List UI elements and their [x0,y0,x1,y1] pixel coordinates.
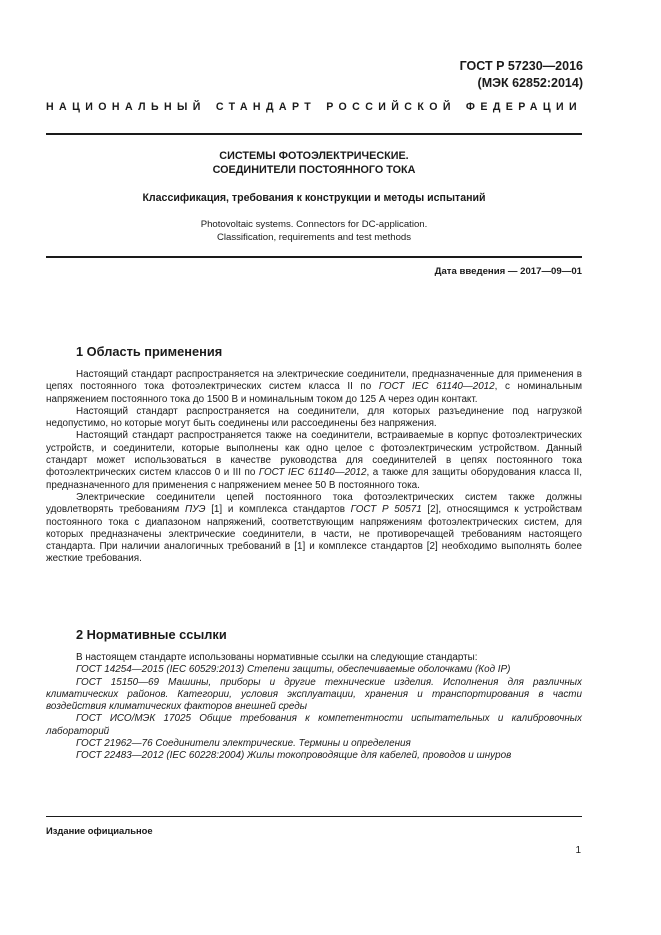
document-subtitle: Классификация, требования к конструкции и методы испытаний [142,192,486,204]
title-line-1: СИСТЕМЫ ФОТОЭЛЕКТРИЧЕСКИЕ. [219,150,409,162]
section-1-paragraph-3: Настоящий стандарт распространяется также на соединители, встраиваемые в корпус фотоэлектрических устройств, и соединители, которые выполнены как одно целое с фотоэлектрическим устройством. Данный стандарт может использоваться в качестве руководства для соединителей в цепях постоянного тока фотоэлектрических систем классов 0 и III по ГОСТ IEC 61140—2012, а также для защиты оборудования класса II, предназначенного для применения с напряжением менее 50 В постоянного тока. [46,430,583,491]
document-equivalent: (МЭК 62852:2014) [477,76,583,90]
document-title [46,149,582,177]
reference-item: ГОСТ ИСО/МЭК 17025 Общие требования к компетентности испытательных и калибровочных лабораторий [46,713,582,737]
section-2-heading: 2 Нормативные ссылки [76,627,227,642]
reference-link: ПУЭ [185,504,206,516]
section-1-body [46,369,582,566]
english-title-line-1: Photovoltaic systems. Connectors for DC-application. [200,219,428,230]
section-1-heading: 1 Область применения [76,344,223,359]
section-1-paragraph-4: Электрические соединители цепей постоянного тока фотоэлектрических систем также должны удовлетворять требованиям ПУЭ [1] и комплекса стандартов ГОСТ Р 50571 [2], относящимся к устройствам постоянного тока с диапазоном напряжений, соответствующим напряжениям фотоэлектрических систем, для которых предназначены электрические соединители, в части, не противоречащей требованиям настоящего стандарта. При наличии аналогичных требований в [1] и комплексе стандартов [2] необходимо выполнять более жесткие требования. [46,491,582,565]
english-title-line-2: Classification, requirements and test methods [216,232,412,243]
header-rule [46,133,582,135]
section-1-paragraph-1: Настоящий стандарт распространяется на электрические соединители, предназначенные для применения в цепях постоянного тока фотоэлектрических систем класса II по ГОСТ IEC 61140—2012, с номинальным напряжением постоянного тока до 1500 В и номинальным током до 125 А через один контакт. [46,369,582,405]
reference-link: ГОСТ IEC 61140—2012 [378,381,495,393]
references-lead: В настоящем стандарте использованы нормативные ссылки на следующие стандарты: [76,652,478,663]
document-number-block [460,58,583,92]
national-standard-heading: НАЦИОНАЛЬНЫЙ СТАНДАРТ РОССИЙСКОЙ ФЕДЕРАЦИИ [46,101,582,113]
section-2-body [46,652,582,763]
section-1-paragraph-2: Настоящий стандарт распространяется на соединители, для которых разъединение под нагрузкой недопустимо, но которые могут быть соединены или рассоединены без напряжения. [46,405,582,430]
reference-item: ГОСТ 15150—69 Машины, приборы и другие технические изделия. Исполнения для различных климатических районов. Категории, условия эксплуатации, хранения и транспортирования в части воздействия климатических факторов внешней среды [46,676,582,713]
reference-link: ГОСТ IEC 61140—2012 [258,467,367,479]
reference-item: ГОСТ 21962—76 Соединители электрические. Термины и определения [76,738,411,750]
title-line-2: СОЕДИНИТЕЛИ ПОСТОЯННОГО ТОКА [212,164,416,176]
english-title [46,218,582,244]
reference-item: ГОСТ 14254—2015 (IEC 60529:2013) Степени защиты, обеспечиваемые оболочками (Код IP) [76,664,511,676]
footer-rule [46,816,582,817]
official-edition-label: Издание официальное [46,825,153,836]
reference-item: ГОСТ 22483—2012 (IEC 60228:2004) Жилы токопроводящие для кабелей, проводов и шнуров [76,750,512,762]
page-number: 1 [575,845,581,856]
introduction-date: Дата введения — 2017—09—01 [434,266,582,277]
reference-link: ГОСТ Р 50571 [350,504,422,516]
title-rule [46,256,582,258]
document-number: ГОСТ Р 57230—2016 [459,59,583,73]
